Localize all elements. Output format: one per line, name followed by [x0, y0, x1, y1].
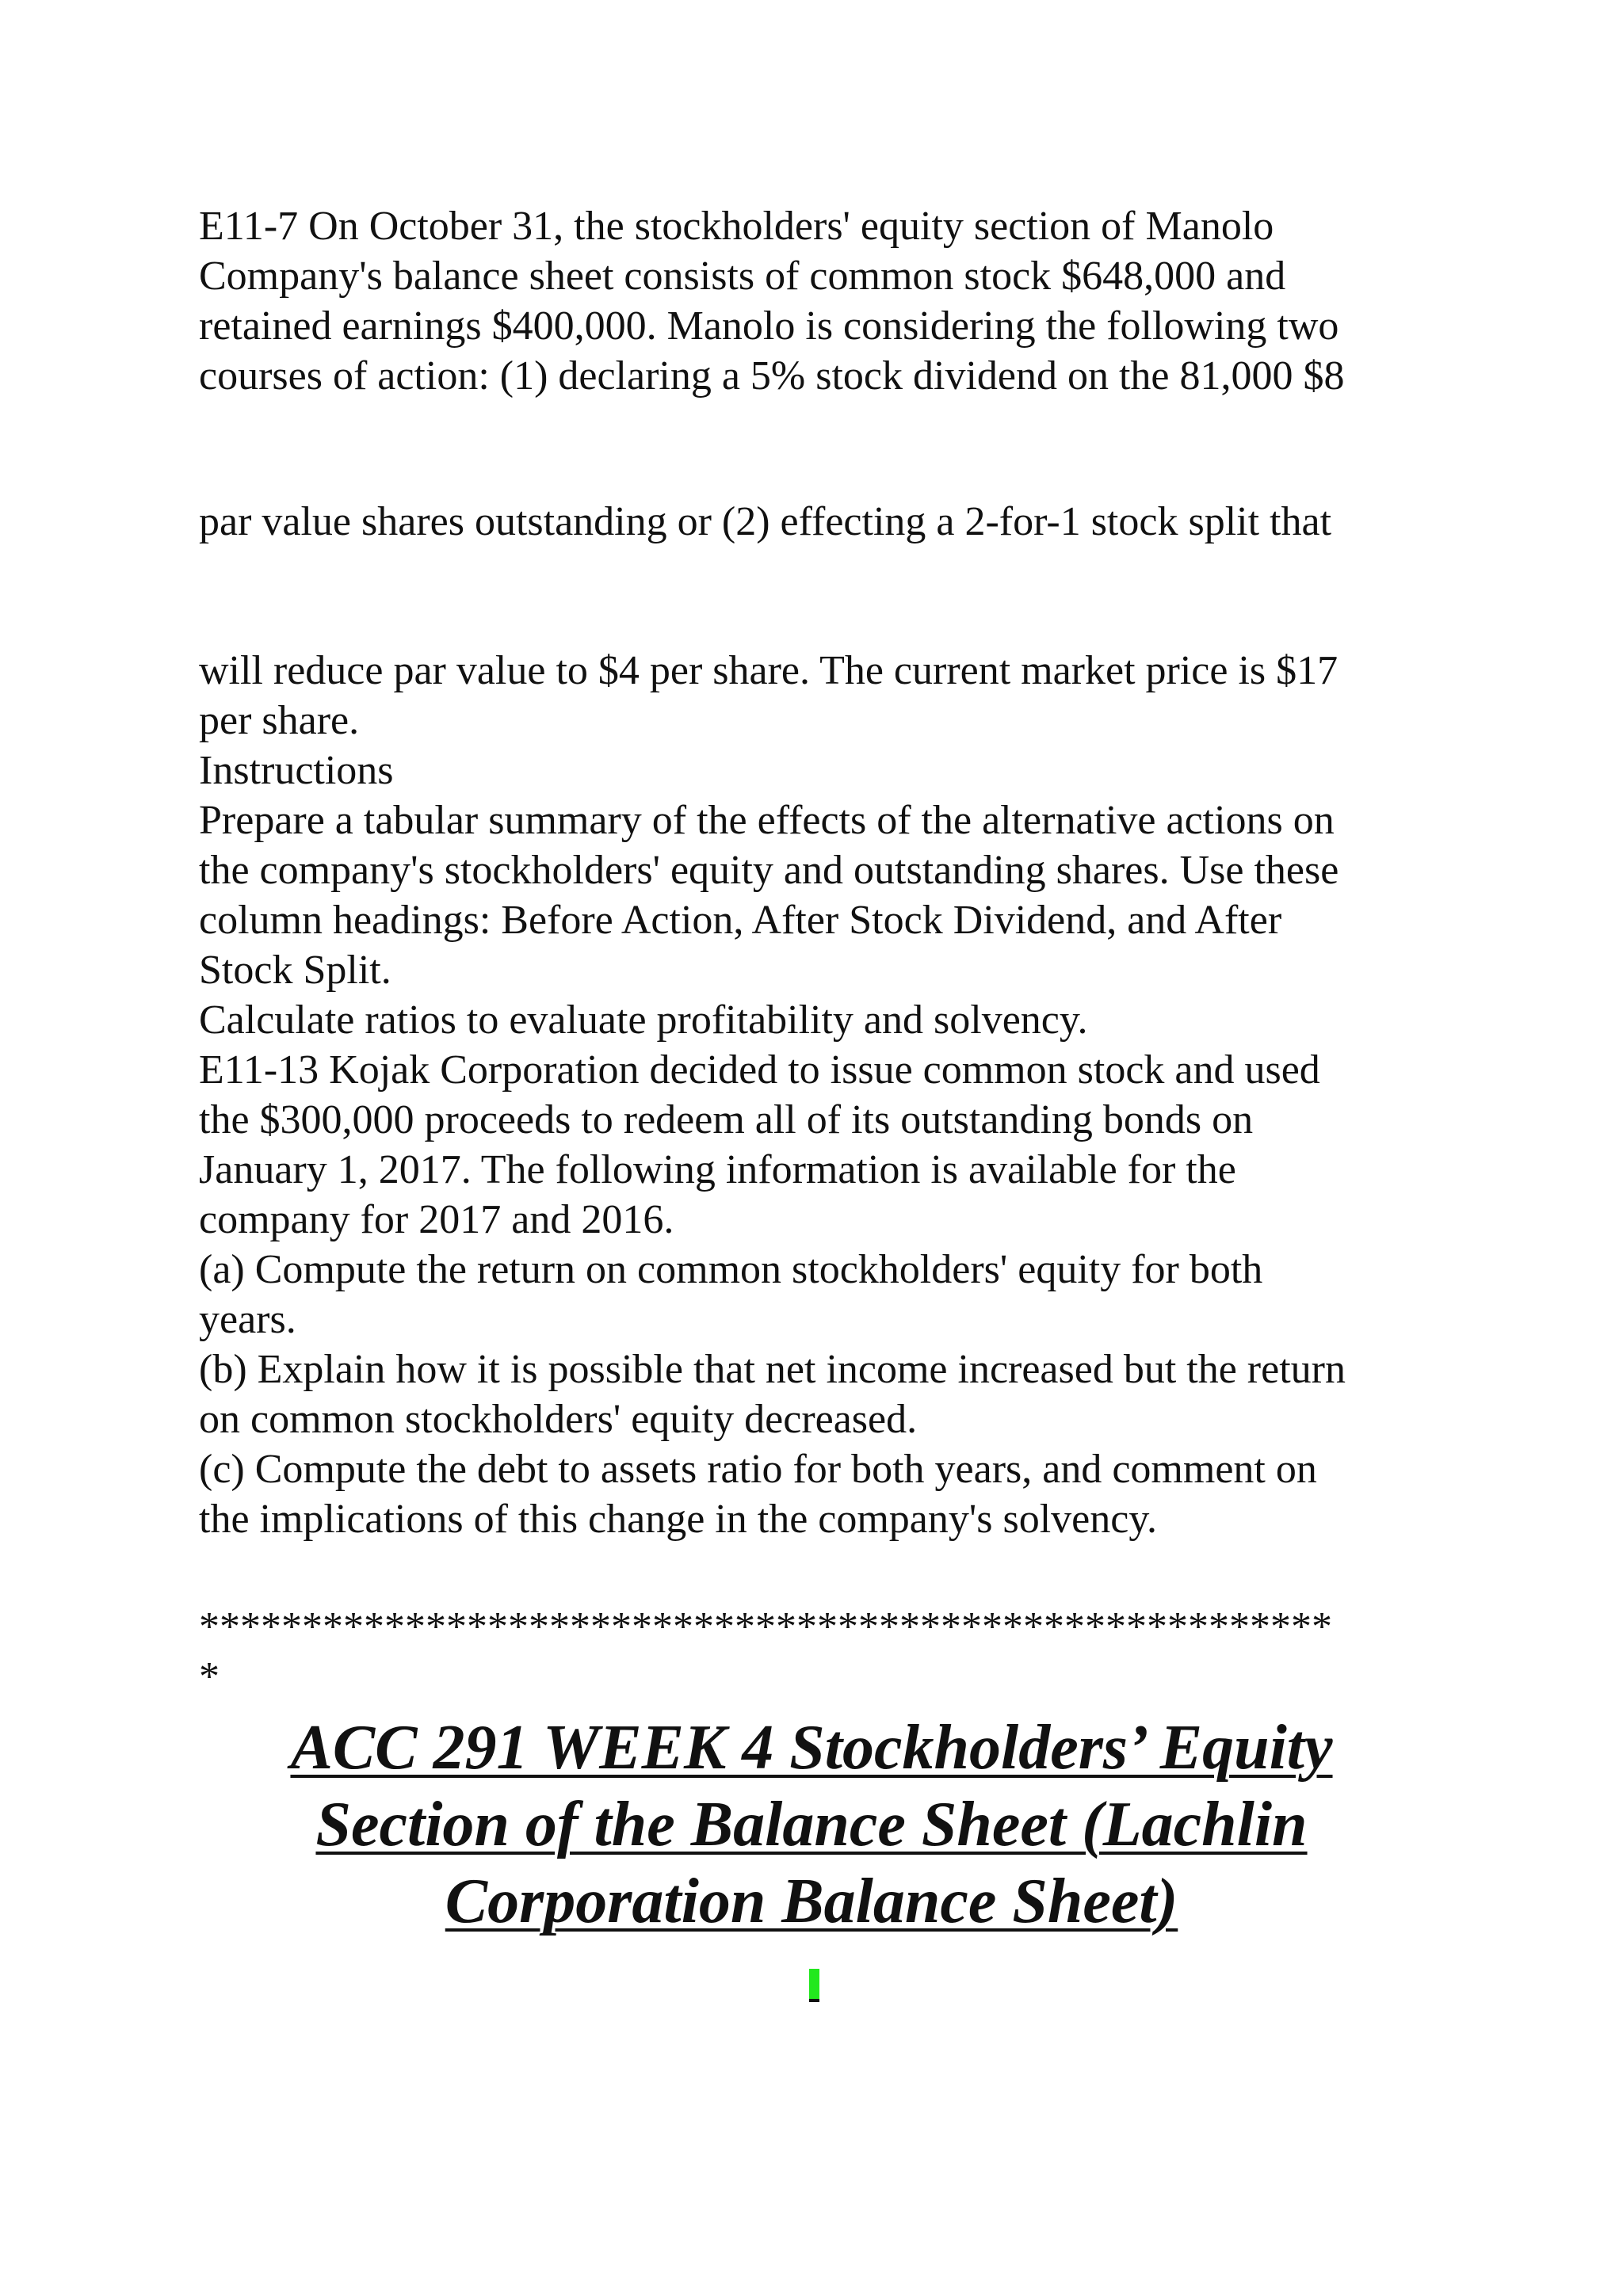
text-line: E11-7 On October 31, the stockholders' equity section of Manolo — [199, 204, 1274, 249]
next-assignment-title[interactable] — [0, 1710, 1623, 1940]
highlight-marker — [809, 1969, 819, 2002]
text-line: per share. — [199, 698, 360, 743]
text-line: the company's stockholders' equity and outstanding shares. Use these — [199, 848, 1339, 893]
text-line: (c) Compute the debt to assets ratio for both years, and comment on — [199, 1447, 1317, 1492]
separator-line: ******************************************************* — [199, 1604, 1332, 1650]
title-line: Section of the Balance Sheet (Lachlin — [315, 1790, 1308, 1859]
text-line: Company's balance sheet consists of common stock $648,000 and — [199, 254, 1286, 299]
text-line: on common stockholders' equity decreased. — [199, 1397, 918, 1442]
exercise-body — [199, 646, 1435, 1544]
title-line: ACC 291 WEEK 4 Stockholders’ Equity — [290, 1713, 1333, 1783]
text-line: the implications of this change in the company's solvency. — [199, 1497, 1157, 1542]
text-line: Prepare a tabular summary of the effects of the alternative actions on — [199, 798, 1335, 843]
text-line: (b) Explain how it is possible that net income increased but the return — [199, 1347, 1346, 1392]
separator-line: * — [199, 1654, 220, 1699]
text-line: retained earnings $400,000. Manolo is considering the following two — [199, 303, 1339, 349]
text-line: column headings: Before Action, After Stock Dividend, and After — [199, 898, 1282, 943]
text-line: Instructions — [199, 748, 394, 793]
exercise-e11-7-intro — [199, 201, 1435, 401]
text-line: (a) Compute the return on common stockholders' equity for both — [199, 1247, 1263, 1292]
asterisk-separator — [199, 1602, 1435, 1702]
text-line: Calculate ratios to evaluate profitability and solvency. — [199, 997, 1088, 1043]
text-line: the $300,000 proceeds to redeem all of its outstanding bonds on — [199, 1097, 1254, 1142]
text-line: par value shares outstanding or (2) effecting a 2-for-1 stock split that — [199, 499, 1332, 544]
text-line: Stock Split. — [199, 948, 391, 993]
text-line: January 1, 2017. The following information is available for the — [199, 1147, 1236, 1192]
text-line: courses of action: (1) declaring a 5% stock dividend on the 81,000 $8 — [199, 353, 1345, 399]
text-line: company for 2017 and 2016. — [199, 1197, 674, 1242]
text-line: E11-13 Kojak Corporation decided to issue common stock and used — [199, 1047, 1320, 1093]
title-line: Corporation Balance Sheet) — [445, 1867, 1178, 1936]
text-line: will reduce par value to $4 per share. The current market price is $17 — [199, 648, 1338, 693]
text-line: years. — [199, 1297, 296, 1342]
exercise-e11-7-fragment — [199, 497, 1435, 547]
